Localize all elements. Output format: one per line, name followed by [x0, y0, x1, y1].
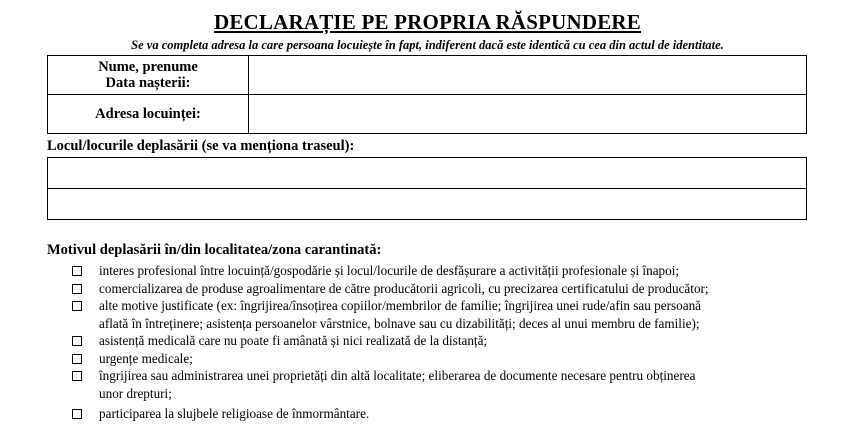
reason-option-continuation: [72, 385, 832, 403]
name-birth-label-cell: [48, 56, 249, 95]
reason-option-text: asistență medicală care nu poate fi amânată și nici realizată de la distanță;: [99, 333, 488, 348]
reason-option-text: participarea la slujbele religioase de înmormântare.: [99, 406, 370, 421]
reason-options-list: [72, 262, 832, 423]
reason-option-text: alte motive justificate (ex: îngrijirea/însoțirea copiilor/membrilor de familie; îngrijirea unei rude/afin sau persoană: [99, 298, 702, 313]
reason-option: [72, 280, 832, 298]
address-field[interactable]: [249, 95, 807, 134]
checkbox-icon[interactable]: [72, 371, 82, 381]
reason-option: [72, 367, 832, 385]
checkbox-icon[interactable]: [72, 354, 82, 364]
address-instruction: Se va completa adresa la care persoana locuiește în fapt, indiferent dacă este identică cu cea din actul de identitate.: [131, 38, 724, 52]
checkbox-icon[interactable]: [72, 409, 82, 419]
reason-option: [72, 405, 832, 423]
name-birth-field[interactable]: [249, 56, 807, 95]
reason-option-text: urgențe medicale;: [99, 350, 193, 366]
checkbox-icon[interactable]: [72, 266, 82, 276]
reason-option: [72, 297, 832, 315]
name-label: Nume, prenume: [98, 59, 198, 75]
address-label: Adresa locuinței:: [48, 95, 249, 134]
locations-label: Locul/locurile deplasării (se va menționa traseul):: [47, 138, 355, 154]
checkbox-icon[interactable]: [72, 336, 82, 346]
document-title: DECLARAȚIE PE PROPRIA RĂSPUNDERE: [213, 10, 642, 34]
reason-option-text: unor drepturi;: [99, 385, 172, 401]
reason-option-text: aflată în întreținere; asistența persoanelor vârstnice, bolnave sau cu dizabilități; deces al unui membru de familie);: [99, 315, 700, 331]
reason-option-text: comercializarea de produse agroalimentare de către producătorii agricoli, cu precizarea certificatului de producător;: [99, 280, 709, 296]
route-field-2[interactable]: [47, 188, 807, 220]
reason-option-continuation: [72, 315, 832, 333]
reason-option: [72, 350, 832, 368]
reasons-label: Motivul deplasării în/din localitatea/zona carantinată:: [47, 242, 382, 258]
checkbox-icon[interactable]: [72, 301, 82, 311]
reason-option-text: interes profesional între locuință/gospodărie și locul/locurile de desfășurare a activității profesionale și înapoi;: [99, 263, 680, 278]
birth-date-label: Data nașterii:: [105, 75, 191, 91]
identity-table: [47, 55, 807, 134]
reason-option: [72, 332, 832, 350]
reason-option: [72, 262, 832, 280]
checkbox-icon[interactable]: [72, 284, 82, 294]
route-field-1[interactable]: [47, 157, 807, 189]
reason-option-text: îngrijirea sau administrarea unei proprietăți din altă localitate; eliberarea de documente necesare pentru obținerea: [99, 368, 696, 383]
